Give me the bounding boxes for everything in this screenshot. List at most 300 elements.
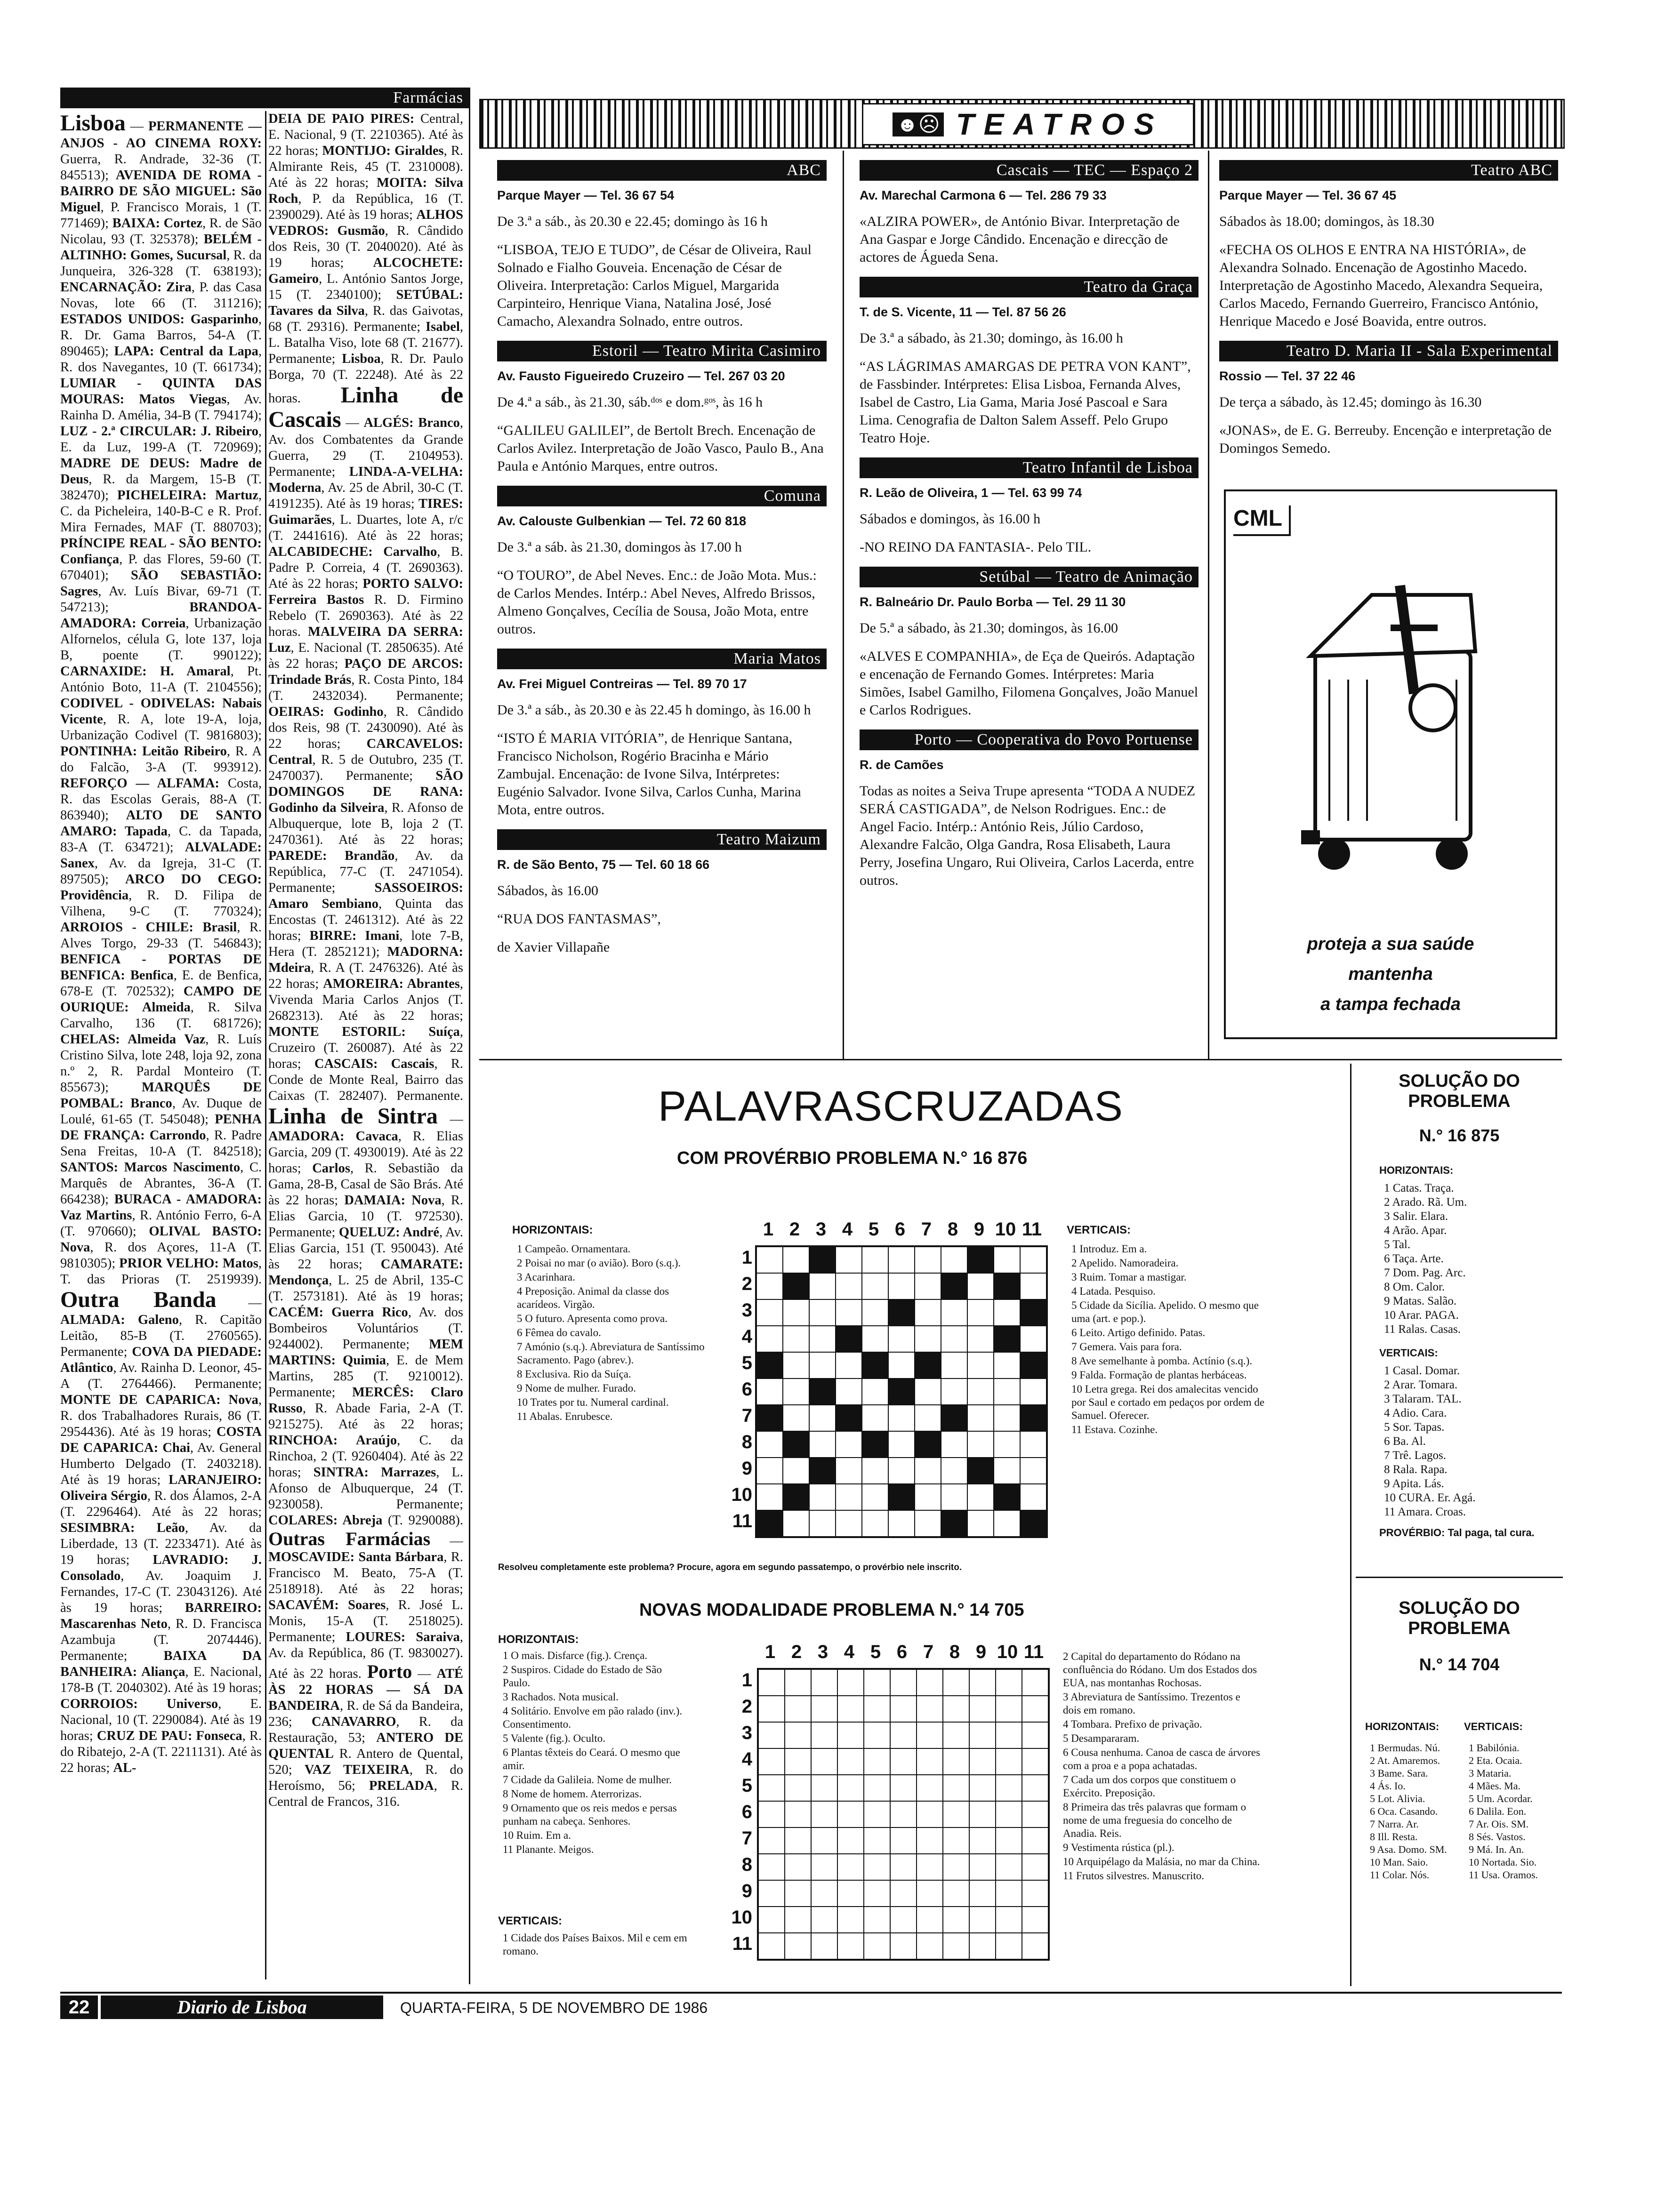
issue-date: QUARTA-FEIRA, 5 DE NOVEMBRO DE 1986 [400,1999,708,2016]
clue-horizontal: 6 Plantas têxteis do Ceará. O mesmo que amir. [503,1747,680,1771]
crossword-cell [996,1669,1022,1696]
crossword-cell [809,1326,836,1352]
crossword-cell [837,1827,864,1854]
column-number: 10 [995,1219,1016,1240]
crossword-2-horizontals [503,1649,691,1857]
crossword-cell [967,1431,994,1458]
crossword-cell [836,1326,862,1352]
solution-horizontal: 6 Taça. Arte. [1384,1252,1444,1265]
crossword-cell [943,1669,969,1696]
crossword-2-verticals-left [503,1931,691,1959]
crossword-cell [862,1484,888,1510]
crossword-cell [864,1827,890,1854]
crossword-cell [756,1405,783,1431]
crossword-cell [915,1352,941,1378]
solution-horizontal: 3 Bame. Sara. [1370,1767,1428,1779]
crossword-cell [996,1854,1022,1880]
crossword-cell [994,1431,1020,1458]
theatre-info: De 3.ª a sáb., às 20.30 e 22.45; domingo às 16 h [497,214,768,229]
column-number: 3 [815,1219,827,1240]
farmacias-column-2: DEIA DE PAIO PIRES: Central, E. Nacional, 9 (T. 2210365). Até às 22 horas; MONTIJO: Giraldes, R. Almirante Reis, 45 (T. 2310008). Até às 22 horas; MOITA: Silva Roch, P. da República, 16 (T. 2390029). Até às 19 horas; ALHOS VEDROS: Gusmão, R. Cândido dos Reis, 30 (T. 2040020). Até às 19 horas; ALCOCHETE: Gameiro, L. António Santos Jorge, 15 (T. 2340100); SETÚBAL: Tavares da Silva, R. das Gaivotas, 68 (T. 29316). Permanente; Isabel, L. Batalha Viso, lote 68 (T. 21677). Permanente; Lisboa, R. Dr. Paulo Borga, 70 (T. 22248). Até às 22 horas. Linha de Cascais — ALGÉS: Branco, Av. dos Combatentes da Grande Guerra, 29 (T. 2104953). Permanente; LINDA-A-VELHA: Moderna, Av. 25 de Abril, 30-C (T. 4191235). Até às 19 horas; TIRES: Guimarães, L. Duartes, lote A, r/c (T. 2441616). Até às 22 horas; ALCABIDECHE: Carvalho, B. Padre P. Correia, 4 (T. 2690363). Até às 22 horas; PORTO SALVO: Ferreira Bastos R. D. Firmino Rebelo (T. 2690363). Até às 22 horas. MALVEIRA DA SERRA: Luz, E. Nacional (T. 2850635). Até às 22 horas; PAÇO DE ARCOS: Trindade Brás, R. Costa Pinto, 184 (T. 2432034). Permanente; OEIRAS: Godinho, R. Cândido dos Reis, 98 (T. 2430090). Até às 22 horas; CARCAVELOS: Central, R. 5 de Outubro, 235 (T. 2470037). Permanente; SÃO DOMINGOS DE RANA: Godinho da Silveira, R. Afonso de Albuquerque, lote B, loja 2 (T. 2470361). Até às 22 horas; PAREDE: Brandão, Av. da República, 77-C (T. 2471054). Permanente; SASSOEIROS: Amaro Sembiano, Quinta das Encostas (T. 2461312). Até às 22 horas; BIRRE: Imani, lote 7-B, Hera (T. 2852121); MADORNA: Mdeira, R. A (T. 2476326). Até às 22 horas; AMOREIRA: Abrantes, Vivenda Maria Carlos Anjos (T. 2682313). Até às 22 horas; MONTE ESTORIL: Suíça, Cruzeiro (T. 260087). Até às 22 horas; CASCAIS: Cascais, R. Conde de Monte Real, Bairro das Caixas (T. 282407). Permanente. Linha de Sintra — AMADORA: Cavaca, R. Elias Garcia, 209 (T. 4930019). Até às 22 horas; Carlos, R. Sebastião da Gama, 28-B, Casal de São Brás. Até às 22 horas; DAMAIA: Nova, R. Elias Garcia, 10 (T. 972530). Permanente; QUELUZ: André, Av. Elias Garcia, 151 (T. 950043). Até às 22 horas; CAMARATE: Mendonça, L. 25 de Abril, 135-C (T. 2573181). Até às 19 horas; CACÉM: Guerra Rico, Av. dos Bombeiros Voluntários (T. 9244002). Permanente; MEM MARTINS: Quimia, E. de Mem Martins, 285 (T. 9210012). Permanente; MERCÊS: Claro Russo, R. Abade Faria, 2-A (T. 9215275). Até às 22 horas; RINCHOA: Araújo, C. da Rinchoa, 2 (T. 9260404). Até às 22 horas; SINTRA: Marrazes, L. Afonso de Albuquerque, 24 (T. 9230058). Permanente; COLARES: Abreja (T. 9290088). Outras Farmácias — MOSCAVIDE: Santa Bárbara, R. Francisco M. Beato, 75-A (T. 2518918). Até às 22 horas; SACAVÉM: Soares, R. José L. Monis, 15-A (T. 2518025). Permanente; LOURES: Saraiva, Av. da República, 86 (T. 9830027). Até às 22 horas. Porto — ATÉ ÀS 22 HORAS — SÁ DA BANDEIRA, R. de Sá da Bandeira, 236; CANAVARRO, R. da Restauração, 53; ANTERO DE QUENTAL R. Antero de Quental, 520; VAZ TEIXEIRA, R. do Heroísmo, 56; PRELADA, R. Central de Francos, 316. [268,112,463,1809]
crossword-cell [890,1669,917,1696]
crossword-cell [758,1933,785,1959]
crossword-cell [996,1748,1022,1775]
crossword-cell [915,1378,941,1405]
crossword-cell [862,1299,888,1326]
crossword-cell [996,1722,1022,1748]
theatre-info: -NO REINO DA FANTASIA-. Pelo TIL. [860,539,1092,555]
crossword-cell [756,1458,783,1484]
solution-horizontal: 8 Ill. Resta. [1370,1831,1418,1843]
crossword-cell [756,1273,783,1299]
row-number: 6 [741,1379,752,1400]
crossword-cell [1022,1933,1048,1959]
crossword-cell [1020,1510,1046,1537]
crossword-cell [917,1669,943,1696]
crossword-cell [811,1775,837,1801]
crossword-cell [943,1933,969,1959]
crossword-cell [890,1722,917,1748]
clue-horizontal: 11 Abalas. Enrubesce. [517,1411,613,1422]
crossword-cell [967,1484,994,1510]
crossword-cell [756,1510,783,1537]
crossword-cell [941,1247,967,1273]
crossword-cell [943,1907,969,1933]
column-number: 4 [844,1642,855,1662]
crossword-cell [890,1827,917,1854]
crossword-cell [967,1458,994,1484]
crossword-cell [758,1801,785,1827]
crossword-cell [969,1827,996,1854]
clue-vertical: 5 Cidade da Sicília. Apelido. O mesmo que uma (art. e pop.). [1071,1299,1259,1324]
clue-vertical: 3 Ruim. Tomar a mastigar. [1071,1271,1187,1283]
solution-vertical: 4 Mães. Ma. [1469,1780,1520,1792]
crossword-cell [756,1299,783,1326]
crossword-cell [758,1827,785,1854]
clue-horizontal: 3 Rachados. Nota musical. [503,1691,619,1703]
solution-2-number: N.° 14 704 [1419,1655,1500,1674]
theatre-info: Todas as noites a Seiva Trupe apresenta “TODA A NUDEZ SERÁ CASTIGADA”, de Nelson Rodrigues. Enc.: de Angel Facio. Intérp.: António Reis, Júlio Cardoso, Alexandre Falcão, Olga Gandra, Rosa Elisabeth, Laura Perry, Josefina Ungaro, Rui Oliveira, Carlos Lacerda, entre outros. [860,783,1196,888]
clue-horizontal: 11 Planante. Meigos. [503,1843,594,1855]
crossword-cell [967,1247,994,1273]
clue-vertical: 6 Leito. Artigo definido. Patas. [1071,1327,1206,1338]
crossword-cell [756,1484,783,1510]
theatre-venue-bar: ABC [497,160,827,181]
crossword-cell [811,1907,837,1933]
clue-horizontal: 2 Poisai no mar (o avião). Boro (s.q.). [517,1257,681,1269]
solution-2-title: SOLUÇÃO DO PROBLEMA [1399,1598,1520,1638]
column-number: 7 [923,1642,934,1662]
crossword-1-footer: Resolveu completamente este problema? Procure, agora em segundo passatempo, o provérbio nele inscrito. [498,1563,962,1572]
crossword-cell [862,1510,888,1537]
solution-horizontal: 7 Narra. Ar. [1370,1818,1419,1830]
crossword-cell [783,1378,809,1405]
solution-vertical: 10 Nortada. Sio. [1469,1856,1537,1868]
crossword-cell [758,1775,785,1801]
crossword-cell [915,1510,941,1537]
crossword-cell [783,1458,809,1484]
crossword-cell [917,1907,943,1933]
crossword-cell [967,1378,994,1405]
crossword-cell [862,1405,888,1431]
theatre-info: Sábados às 18.00; domingos, às 18.30 [1219,214,1434,229]
theatre-info: De 4.ª a sáb., às 21.30, sáb.ᵈᵒˢ e dom.ᵍᵒˢ, às 16 h [497,394,763,410]
crossword-cell [837,1775,864,1801]
crossword-cell [994,1299,1020,1326]
row-number: 2 [741,1696,752,1717]
solution-2-verticals [1469,1741,1538,1881]
crossword-cell [1022,1669,1048,1696]
theatre-venue-bar: Maria Matos [497,649,827,669]
crossword-cell [890,1854,917,1880]
solution-horizontal: 2 At. Amaremos. [1370,1755,1440,1766]
row-number: 4 [741,1749,752,1770]
crossword-cell [783,1326,809,1352]
row-number: 5 [741,1775,752,1796]
crossword-cell [837,1880,864,1907]
crossword-cell [811,1801,837,1827]
theatre-address: Av. Calouste Gulbenkian — Tel. 72 60 818 [497,514,747,528]
solution-vertical: 4 Adio. Cara. [1384,1407,1447,1419]
crossword-cell [890,1907,917,1933]
clue-vertical: 1 Introduz. Em a. [1071,1243,1147,1255]
solution-vertical: 1 Casal. Domar. [1384,1364,1460,1377]
solution-horizontal: 4 Ás. Io. [1370,1780,1406,1792]
clue-vertical: 7 Cada um dos corpos que constituem o Exército. Preposição. [1063,1774,1236,1799]
crossword-cell [967,1405,994,1431]
crossword-2-column-numbers [757,1642,1047,1663]
column-number: 11 [1022,1219,1042,1240]
crossword-cell [941,1484,967,1510]
row-number: 7 [741,1828,752,1849]
ad-slogan-line-2: mantenha [1348,964,1433,984]
solution-horizontal: 2 Arado. Rã. Um. [1384,1196,1467,1209]
row-number: 1 [741,1670,752,1691]
crossword-cell [837,1696,864,1722]
crossword-cell [758,1854,785,1880]
crossword-cell [969,1854,996,1880]
crossword-cell [756,1431,783,1458]
theatre-address: R. de São Bento, 75 — Tel. 60 18 66 [497,858,710,872]
crossword-2-row-numbers [724,1668,752,1958]
crossword-cell [888,1326,915,1352]
ad-slogan-line-3: a tampa fechada [1320,994,1461,1014]
theatre-info: “O TOURO”, de Abel Neves. Enc.: de João Mota. Mus.: de Carlos Mendes. Intérp.: Abel Neves, Alfredo Brissos, Almeno Gonçalves, Cecília de Sousa, João Mota, entre outros. [497,568,817,637]
cml-logo: CML [1233,505,1291,536]
solution-horizontal: 10 Arar. PAGA. [1384,1309,1459,1322]
teatros-column-1 [497,160,827,1040]
crossword-cell [811,1827,837,1854]
crossword-1-row-numbers [724,1245,752,1535]
theatre-info: “RUA DOS FANTASMAS”, [497,911,661,927]
theatre-info: De 3.ª a sáb., às 20.30 e às 22.45 h domingo, às 16.00 h [497,702,811,718]
crossword-cell [785,1669,811,1696]
clue-horizontal: 7 Amónio (s.q.). Abreviatura de Santíssimo Sacramento. Pago (abrev.). [517,1341,705,1366]
crossword-cell [969,1775,996,1801]
crossword-cell [809,1431,836,1458]
crossword-cell [941,1299,967,1326]
crossword-cell [837,1854,864,1880]
solution-1-horizontals [1384,1181,1563,1337]
solution-horizontal: 7 Dom. Pag. Arc. [1384,1266,1466,1279]
crossword-cell [943,1748,969,1775]
crossword-cell [969,1696,996,1722]
crossword-cell [915,1458,941,1484]
solution-horizontal: 8 Om. Calor. [1384,1281,1445,1293]
crossword-cell [941,1431,967,1458]
crossword-cell [758,1696,785,1722]
solution-horizontal: 1 Bermudas. Nú. [1370,1742,1440,1754]
clue-vertical: 2 Apelido. Namoradeira. [1071,1257,1179,1269]
column-number: 1 [764,1642,776,1662]
crossword-cell [837,1933,864,1959]
crossword-cell [785,1880,811,1907]
crossword-cell [837,1907,864,1933]
theatre-venue-bar: Setúbal — Teatro de Animação [860,567,1199,587]
crossword-cell [915,1405,941,1431]
clue-vertical: 11 Estava. Cozinhe. [1071,1424,1158,1435]
crossword-cell [941,1510,967,1537]
column-number: 8 [949,1642,960,1662]
crossword-cell [888,1458,915,1484]
solution-14704 [1356,1581,1563,1986]
clue-horizontal: 10 Trates por tu. Numeral cardinal. [517,1396,669,1408]
crossword-cell [864,1880,890,1907]
crossword-cell [837,1722,864,1748]
crossword-cell [836,1352,862,1378]
crossword-cell [994,1247,1020,1273]
crossword-cell [836,1378,862,1405]
crossword-cell [836,1431,862,1458]
crossword-cell [783,1510,809,1537]
clue-horizontal: 6 Fêmea do cavalo. [517,1327,601,1338]
theatre-venue-bar: Porto — Cooperativa do Povo Portuense [860,729,1199,750]
crossword-cell [809,1273,836,1299]
crossword-cell [996,1933,1022,1959]
theatre-info: Sábados, às 16.00 [497,883,598,898]
solution-horizontal: 5 Tal. [1384,1238,1411,1251]
column-number: 9 [975,1642,987,1662]
crossword-cell [1022,1748,1048,1775]
crossword-cell [888,1273,915,1299]
clue-vertical: 4 Tombara. Prefixo de privação. [1063,1718,1202,1730]
crossword-cell [1022,1775,1048,1801]
crossword-cell [996,1775,1022,1801]
teatros-title: TEATROS [956,107,1164,141]
theatre-info: “AS LÁGRIMAS AMARGAS DE PETRA VON KANT”, de Fassbinder. Intérpretes: Elisa Lisboa, Fernanda Alves, Isabel de Castro, Lia Gama, Maria José Pascoal e Sara Lima. Cenografia de Dalton Salem Asseff. Pelo Grupo Teatro Hoje. [860,359,1191,446]
solution-vertical: 5 Um. Acordar. [1469,1793,1533,1804]
crossword-cell [969,1933,996,1959]
crossword-cell [758,1880,785,1907]
crossword-cell [1020,1352,1046,1378]
crossword-cell [888,1299,915,1326]
theatre-info: «ALZIRA POWER», de António Bivar. Interpretação de Ana Gaspar e Jorge Cândido. Encenação e direcção de actores de Águeda Sena. [860,214,1180,265]
crossword-cell [915,1273,941,1299]
crossword-cell [994,1326,1020,1352]
solution-horizontal: 11 Ralas. Casas. [1384,1323,1461,1336]
theatre-info: “GALILEU GALILEI”, de Bertolt Brech. Encenação de Carlos Avilez. Interpretação de João Vasco, Paulo B., Ana Paula e António Marques, entre outros. [497,423,824,474]
crossword-cell [888,1378,915,1405]
clue-horizontal: 8 Nome de homem. Aterrorizas. [503,1788,642,1800]
solution-1-proverbio: PROVÉRBIO: Tal paga, tal cura. [1379,1527,1535,1539]
crossword-cell [809,1484,836,1510]
crossword-cell [1022,1880,1048,1907]
crossword-cell [785,1854,811,1880]
solution-vertical: 10 CURA. Er. Agá. [1384,1491,1476,1504]
teatros-banner [479,99,1565,149]
crossword-cell [1020,1247,1046,1273]
crossword-cell [994,1484,1020,1510]
crossword-cell [758,1669,785,1696]
crossword-cell [758,1722,785,1748]
theatre-info: De 5.ª a sábado, às 21.30; domingos, às 16.00 [860,620,1118,636]
crossword-cell [888,1405,915,1431]
crossword-cell [785,1801,811,1827]
clue-vertical: 10 Letra grega. Rei dos amalecitas vencido por Saul e cortado em pedaços por ordem de Samuel. Oferecer. [1071,1383,1265,1421]
crossword-cell [785,1748,811,1775]
crossword-cell [943,1880,969,1907]
solution-2-v-label: VERTICAIS: [1464,1721,1523,1732]
theatre-info: de Xavier Villapañe [497,939,610,955]
column-number: 3 [817,1642,828,1662]
solution-vertical: 8 Sés. Vastos. [1469,1831,1526,1843]
crossword-cell [917,1801,943,1827]
column-number: 9 [973,1219,985,1240]
crossword-cell [783,1273,809,1299]
crossword-cell [943,1775,969,1801]
crossword-cell [969,1907,996,1933]
crossword-cell [836,1273,862,1299]
crossword-cell [1020,1431,1046,1458]
crossword-cell [1020,1273,1046,1299]
clue-vertical: 6 Cousa nenhuma. Canoa de casca de árvores com a proa e a popa achatadas. [1063,1747,1260,1771]
crossword-cell [996,1801,1022,1827]
theatre-address: Av. Frei Miguel Contreiras — Tel. 89 70 17 [497,677,747,691]
crossword-cell [783,1352,809,1378]
clue-horizontal: 4 Solitário. Envolve em pão ralado (inv.). Consentimento. [503,1705,683,1730]
theatre-address: R. Leão de Oliveira, 1 — Tel. 63 99 74 [860,486,1082,500]
clue-horizontal: 5 Valente (fig.). Oculto. [503,1732,606,1744]
column-number: 8 [947,1219,958,1240]
clue-vertical: 3 Abreviatura de Santíssimo. Trezentos e dois em romano. [1063,1691,1240,1716]
solution-vertical: 6 Dalila. Eon. [1469,1805,1527,1817]
solution-vertical: 7 Trê. Lagos. [1384,1449,1446,1462]
crossword-cell [809,1510,836,1537]
crossword-cell [915,1326,941,1352]
crossword-cell [785,1722,811,1748]
row-number: 10 [731,1484,752,1505]
theatre-venue-bar: Teatro ABC [1219,160,1558,181]
crossword-cell [967,1299,994,1326]
crossword-cell [756,1247,783,1273]
crossword-cell [890,1696,917,1722]
crossword-cell [864,1775,890,1801]
crossword-1-subtitle: COM PROVÉRBIO PROBLEMA N.° 16 876 [677,1148,1028,1168]
theatre-address: T. de S. Vicente, 11 — Tel. 87 56 26 [860,305,1066,319]
row-number: 11 [732,1511,752,1531]
column-number: 10 [997,1642,1018,1662]
crossword-cell [943,1722,969,1748]
theatre-address: Av. Marechal Carmona 6 — Tel. 286 79 33 [860,188,1107,202]
crossword-cell [917,1933,943,1959]
crossword-cell [994,1405,1020,1431]
column-number: 2 [789,1219,800,1240]
row-number: 9 [741,1458,752,1479]
crossword-cell [864,1748,890,1775]
crossword-cell [756,1326,783,1352]
crossword-1-verticals [1071,1242,1269,1437]
crossword-cell [994,1458,1020,1484]
crossword-cell [917,1827,943,1854]
column-number: 1 [763,1219,774,1240]
crossword-cell [888,1247,915,1273]
crossword-cell [785,1775,811,1801]
crossword-cell [917,1748,943,1775]
crossword-cell [811,1854,837,1880]
solution-vertical: 3 Mataria. [1469,1767,1512,1779]
theatre-venue-bar: Teatro Infantil de Lisboa [860,457,1199,478]
column-number: 2 [791,1642,802,1662]
column-number: 4 [842,1219,853,1240]
crossword-cell [941,1326,967,1352]
crossword-cell [783,1405,809,1431]
crossword-cell [917,1722,943,1748]
crossword-cell [917,1880,943,1907]
theatre-address: Parque Mayer — Tel. 36 67 45 [1219,188,1397,202]
theatre-info: «JONAS», de E. G. Berreuby. Encenção e interpretação de Domingos Semedo. [1219,423,1552,456]
crossword-2-subtitle: NOVAS MODALIDADE PROBLEMA N.° 14 705 [639,1600,1024,1620]
newspaper-logo: Diario de Lisboa [101,1996,383,2019]
crossword-cell [943,1827,969,1854]
crossword-cell [811,1748,837,1775]
masks-icon: ☻☹ [893,112,943,136]
crossword-1-horizontals [517,1242,705,1424]
crossword-cell [809,1247,836,1273]
solution-vertical: 9 Má. In. An. [1469,1843,1524,1855]
row-number: 8 [741,1432,752,1452]
crossword-cell [943,1696,969,1722]
theatre-venue-bar: Teatro D. Maria II - Sala Experimental [1219,341,1558,361]
theatre-info: De terça a sábado, às 12.45; domingo às 16.30 [1219,394,1482,410]
crossword-cell [994,1273,1020,1299]
crossword-cell [836,1405,862,1431]
solution-horizontal: 6 Oca. Casando. [1370,1805,1438,1817]
clue-horizontal: 3 Acarinhara. [517,1271,575,1283]
row-number: 6 [741,1802,752,1822]
theatre-address: Parque Mayer — Tel. 36 67 54 [497,188,675,202]
crossword-cell [783,1299,809,1326]
crossword-cell [1020,1378,1046,1405]
theatre-venue-bar: Comuna [497,486,827,506]
crossword-cell [917,1854,943,1880]
row-number: 10 [731,1907,752,1928]
crossword-cell [1022,1907,1048,1933]
crossword-cell [967,1510,994,1537]
clue-horizontal: 5 O futuro. Apresenta como prova. [517,1313,668,1324]
crossword-cell [969,1669,996,1696]
clue-vertical: 10 Arquipélago da Malásia, no mar da China. [1063,1856,1260,1867]
crossword-cell [941,1273,967,1299]
solution-vertical: 6 Ba. Al. [1384,1435,1426,1448]
crossword-cell [941,1458,967,1484]
theatre-address: Rossio — Tel. 37 22 46 [1219,369,1356,383]
solution-2-horizontals [1370,1741,1447,1881]
crossword-cell [758,1907,785,1933]
crossword-cell [862,1352,888,1378]
crossword-title: PALAVRASCRUZADAS [658,1083,1124,1130]
solution-horizontal: 11 Colar. Nós. [1370,1869,1430,1881]
row-number: 9 [741,1881,752,1901]
